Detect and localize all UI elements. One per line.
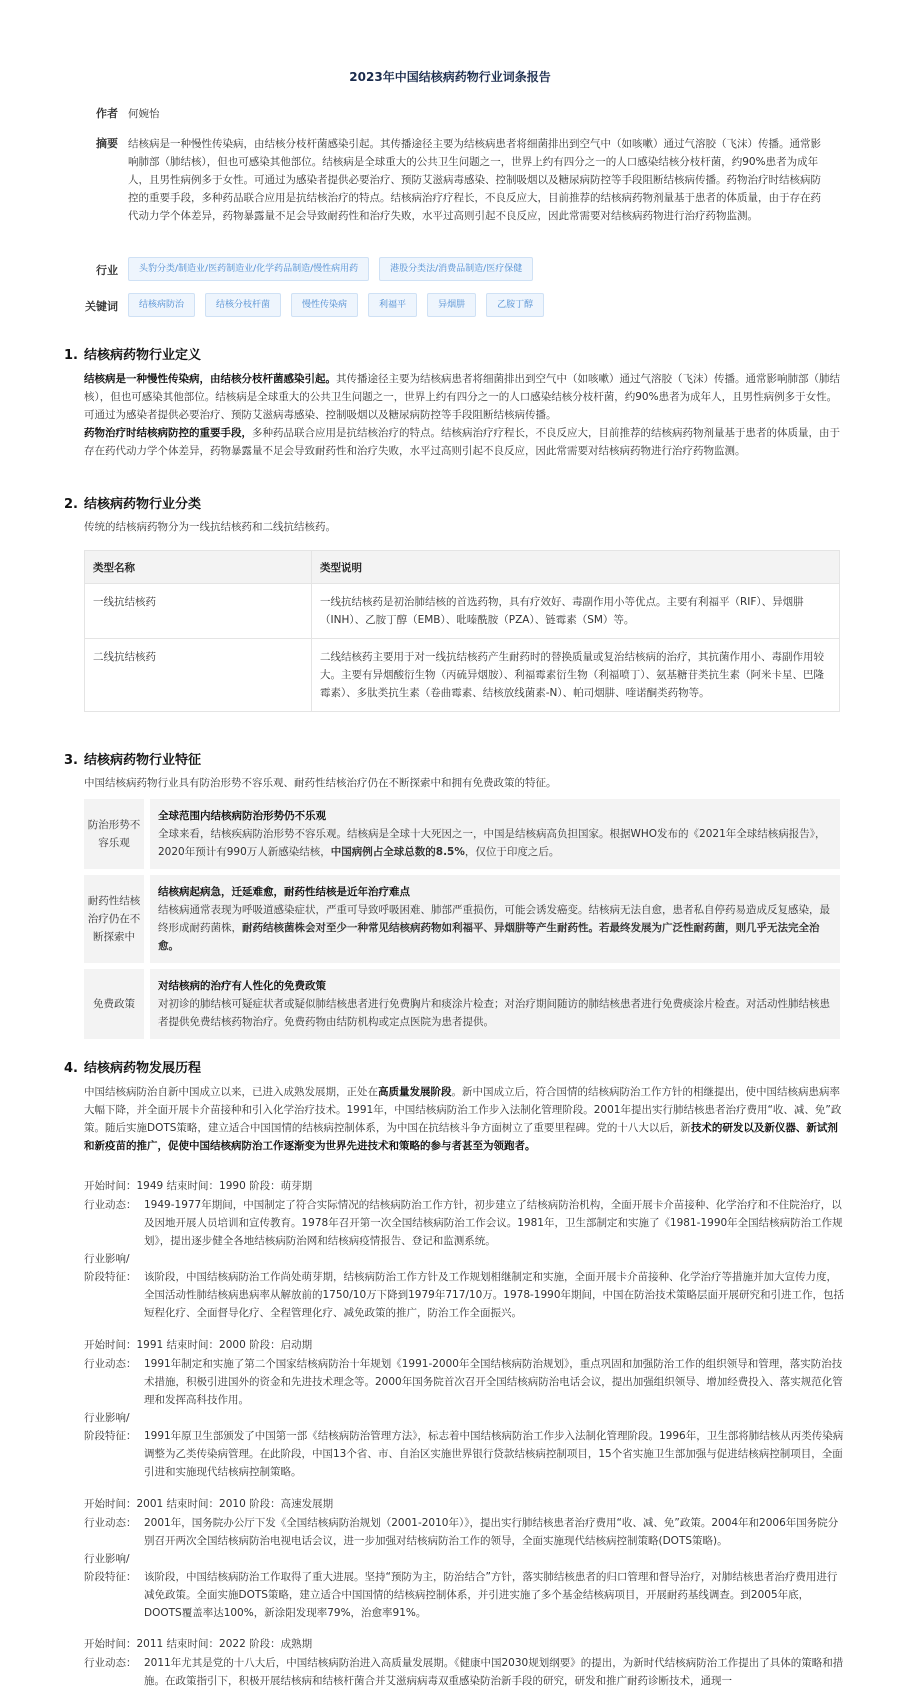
feature-body	[158, 901, 832, 955]
feature-text: 全球来看，结核疾病防治形势不容乐观。结核病是全球十大死因之一，中国是结核病高负担国家。根据WHO发布的《2021年全球结核病报告》，2020年预计有990万人新感染结核，	[158, 828, 826, 858]
dynamics-text: 2001年，国务院办公厅下发《全国结核病防治规划（2001-2010年）》，提出实行肺结核患者治疗费用“收、减、免”政策。2004年和2006年国务院分别召开两次全国结核病防治电视电话会议，进一步加强对结核病防治工作的领导，全面实施现代结核病控制策略(DOTS策略)。	[144, 1517, 839, 1547]
feature-text: 结核病通常表现为呼吸道感染症状，严重可导致呼吸困难、肺部严重损伤，可能会诱发癌变。结核病无法自愈，患者私自停药易造成反复感染，最终形成耐药菌株，	[158, 904, 830, 934]
section-1-paragraph	[84, 424, 844, 460]
keyword-tag[interactable]: 慢性传染病	[291, 293, 358, 317]
stage-impact	[84, 1550, 844, 1622]
classification-table	[84, 550, 840, 712]
impact-label: 行业影响/ 阶段特征：	[84, 1253, 137, 1283]
feature-card	[84, 799, 840, 869]
section-number: 4.	[64, 1061, 78, 1076]
dynamics-label: 行业动态：	[84, 1657, 137, 1669]
section-3-heading	[64, 749, 201, 768]
keyword-label: 关键词	[85, 300, 118, 313]
table-row	[85, 584, 840, 639]
table-header-row	[85, 551, 840, 584]
stage-header: 开始时间：2001 结束时间：2010 阶段：高速发展期	[84, 1498, 334, 1510]
abstract-label: 摘要	[96, 137, 118, 150]
keyword-tag[interactable]: 乙胺丁醇	[486, 293, 544, 317]
section-4-paragraph	[84, 1083, 844, 1155]
keyword-tag[interactable]: 利福平	[368, 293, 417, 317]
dynamics-text: 2011年尤其是党的十八大后，中国结核病防治进入高质量发展期。《健康中国2030规划纲要》的提出，为新时代结核病防治工作提出了具体的策略和措施。在政策指引下，积极开展结核病和结核杆菌合并艾滋病病毒双重感染防治新手段的研究，研发和推广耐药诊断技术，通现一	[144, 1657, 844, 1687]
stage-impact	[84, 1409, 844, 1481]
type-name-cell: 一线抗结核药	[85, 584, 312, 639]
stage-dynamics	[84, 1355, 844, 1409]
impact-text: 1991年原卫生部颁发了中国第一部《结核病防治管理方法》，标志着中国结核病防治工作步入法制化管理阶段。1996年，卫生部将肺结核从丙类传染病调整为乙类传染病管理。在此阶段，中国13个省、市、自治区实施世界银行贷款结核病控制项目，15个省实施卫生部加强与促进结核病控制项目，全面引进和实施现代结核病控制策略。	[144, 1430, 844, 1478]
impact-text: 该阶段，中国结核病防治工作尚处萌芽期，结核病防治工作方针及工作规划相继制定和实施，全面开展卡介苗接种、化学治疗等措施并加大宣传力度，全国活动性肺结核病患病率从解放前的1750/10万下降到1979年717/10万。1978-1990年期间，中国在防治技术策略层面开展研究和引进工作，包括短程化疗、全面督导化疗、全程管理化疗、减免政策的推广，防治工作全面振兴。	[144, 1271, 845, 1319]
impact-text: 该阶段，中国结核病防治工作取得了重大进展。坚持“预防为主，防治结合”方针，落实肺结核患者的归口管理和督导治疗，对肺结核患者治疗费用进行减免政策。全面实施DOTS策略，建立适合中国国情的结核病控制体系，并引进实施了多个基金结核病项目，开展耐药基线调查。到2005年底，DOOTS覆盖率达100%，新涂阳发现率79%，治愈率91%。	[144, 1571, 838, 1619]
table-row	[85, 639, 840, 712]
dynamics-text: 1991年制定和实施了第二个国家结核病防治十年规划《1991-2000年全国结核病防治规划》，重点巩固和加强防治工作的组织领导和管理，落实防治技术措施，积极引进国外的资金和先进技术理念等。2000年国务院首次召开全国结核病防治电话会议，提出加强组织领导、增加经费投入、落实规范化管理和发挥高科技作用。	[144, 1358, 843, 1406]
section-2-heading	[64, 493, 201, 512]
dynamics-text: 1949-1977年期间，中国制定了符合实际情况的结核病防治工作方针，初步建立了结核病防治机构，全面开展卡介苗接种、化学治疗和不住院治疗，以及因地开展人员培训和宣传教育。1978年召开第一次全国结核病防治工作会议。1981年，卫生部制定和实施了《1981-1990年全国结核病防治工作规划》，提出逐步健全各地结核病防治网和结核病疫情报告、登记和监测系统。	[144, 1199, 843, 1247]
section-title: 结核病药物行业分类	[84, 497, 202, 512]
stage-dynamics	[84, 1654, 844, 1690]
dynamics-label: 行业动态：	[84, 1199, 137, 1211]
section-number: 2.	[64, 497, 78, 512]
feature-label: 耐药性结核治疗仍在不断探索中	[84, 875, 144, 963]
feature-content	[150, 799, 840, 869]
feature-title: 全球范围内结核病防治形势仍不乐观	[158, 810, 326, 822]
stage-header: 开始时间：2011 结束时间：2022 阶段：成熟期	[84, 1638, 313, 1650]
author-name: 何婉怡	[128, 108, 160, 120]
section-2-intro: 传统的结核病药物分为一线抗结核药和二线抗结核药。	[84, 521, 336, 533]
stage-impact	[84, 1250, 844, 1322]
industry-label: 行业	[96, 264, 118, 277]
feature-card	[84, 969, 840, 1039]
feature-body	[158, 995, 832, 1031]
body-text: 。新中国成立后，符合国情的结核病防治工作方针的相继提出，使中国结核病患病率大幅下降，并全面开展卡介苗接种和引入化学治疗技术。1991年，中国结核病防治工作步入法制化管理阶段。2001年提出实行肺结核患者治疗费用“收、减、免”政策。随后实施DOTS策略，建立适合中国国情的结核病控制体系，为中国在抗结核斗争方面树立了重要里程碑。党的十八大以后，新	[84, 1086, 842, 1134]
body-text: 其传播途径主要为结核病患者将细菌排出到空气中（如咳嗽）通过气溶胶（飞沫）传播。通常影响肺部（肺结核），但也可感染其他部位。结核病是全球重大的公共卫生问题之一，世界上约有四分之一的人口感染结核分枝杆菌，约90%患者为成年人，且男性病例多于女性。可通过为感染者提供必要治疗、预防艾滋病毒感染、控制吸烟以及糖尿病防控等手段阻断结核病传播。	[84, 373, 840, 421]
feature-content	[150, 969, 840, 1039]
stage-dynamics	[84, 1196, 844, 1250]
section-3-intro: 中国结核病药物行业具有防治形势不容乐观、耐药性结核治疗仍在不断探索中和拥有免费政策的特征。	[84, 777, 557, 789]
keyword-tags	[128, 293, 544, 317]
industry-tag[interactable]: 头豹分类/制造业/医药制造业/化学药品制造/慢性病用药	[128, 257, 369, 281]
section-4-heading	[64, 1057, 201, 1076]
keyword-tag[interactable]: 结核病防治	[128, 293, 195, 317]
stage-header: 开始时间：1949 结束时间：1990 阶段：萌芽期	[84, 1180, 313, 1192]
section-1-heading	[64, 344, 201, 363]
dynamics-label: 行业动态：	[84, 1517, 137, 1529]
industry-tags	[128, 257, 533, 281]
feature-emphasis: 中国病例占全球总数的8.5%	[330, 846, 465, 858]
section-title: 结核病药物行业定义	[84, 348, 202, 363]
body-text: 多种药品联合应用是抗结核治疗的特点。结核病治疗疗程长，不良反应大，目前推荐的结核病药物剂量基于患者的体质量，由于存在药代动力学个体差异，药物暴露量不足会导致耐药性和治疗失败，水平过高则引起不良反应，因此常需要对结核病药物进行治疗药物监测。	[84, 427, 840, 457]
stage-header: 开始时间：1991 结束时间：2000 阶段：启动期	[84, 1339, 313, 1351]
feature-tail: ，仅位于印度之后。	[464, 846, 560, 858]
body-text: 中国结核病防治自新中国成立以来，已进入成熟发展期，正处在	[84, 1086, 378, 1098]
feature-card	[84, 875, 840, 963]
feature-body	[158, 825, 832, 861]
abstract-text: 结核病是一种慢性传染病，由结核分枝杆菌感染引起。其传播途径主要为结核病患者将细菌排出到空气中（如咳嗽）通过气溶胶（飞沫）传播。通常影响肺部（肺结核），但也可感染其他部位。结核病是全球重大的公共卫生问题之一，世界上约有四分之一的人口感染结核分枝杆菌，约90%患者为成年人，且男性病例多于女性。可通过为感染者提供必要治疗、预防艾滋病毒感染、控制吸烟以及糖尿病防控等手段阻断结核病传播。药物治疗时结核病防控的重要手段，多种药品联合应用是抗结核治疗的特点。结核病治疗疗程长，不良反应大，目前推荐的结核病药物剂量基于患者的体质量，由于存在药代动力学个体差异，药物暴露量不足会导致耐药性和治疗失败，水平过高则引起不良反应，因此常需要对结核病药物进行治疗药物监测。	[128, 138, 821, 222]
feature-label: 免费政策	[84, 969, 144, 1039]
type-desc-cell: 二线结核药主要用于对一线抗结核药产生耐药时的替换质量或复治结核病的治疗，其抗菌作用小、毒副作用较大。主要有异烟酸衍生物（丙硫异烟胺）、利福霉素衍生物（利福喷丁）、氨基糖苷类抗生素（阿米卡星、巴隆霉素）、多肽类抗生素（卷曲霉素、结核放线菌素-N）、帕司烟肼、喹诺酮类药物等。	[312, 639, 840, 712]
feature-title: 对结核病的治疗有人性化的免费政策	[158, 980, 326, 992]
column-header: 类型说明	[312, 551, 840, 584]
stage-dynamics	[84, 1514, 844, 1550]
column-header: 类型名称	[85, 551, 312, 584]
feature-title: 结核病起病急，迁延难愈，耐药性结核是近年治疗难点	[158, 886, 410, 898]
feature-label: 防治形势不容乐观	[84, 799, 144, 869]
impact-label: 行业影响/ 阶段特征：	[84, 1553, 137, 1583]
emphasis-text: 高质量发展阶段	[378, 1086, 452, 1098]
keyword-tag[interactable]: 结核分枝杆菌	[205, 293, 281, 317]
section-1-paragraph	[84, 370, 844, 424]
section-number: 1.	[64, 348, 78, 363]
author-label: 作者	[96, 107, 118, 120]
emphasis-text: 药物治疗时结核病防控的重要手段，	[84, 427, 252, 439]
impact-label: 行业影响/ 阶段特征：	[84, 1412, 137, 1442]
section-number: 3.	[64, 753, 78, 768]
keyword-tag[interactable]: 异烟肼	[427, 293, 476, 317]
emphasis-text: 技术的研发以及新仪器、新试剂和新疫苗的推广，促使中国结核病防治工作逐渐变为世界先进技术和策略的参与者甚至为领跑者。	[84, 1122, 838, 1152]
feature-emphasis: 耐药结核菌株会对至少一种常见结核病药物如利福平、异烟肼等产生耐药性。若最终发展为广泛性耐药菌，则几乎无法完全治愈。	[158, 922, 820, 952]
section-title: 结核病药物行业特征	[84, 753, 202, 768]
dynamics-label: 行业动态：	[84, 1358, 137, 1370]
type-name-cell: 二线抗结核药	[85, 639, 312, 712]
type-desc-cell: 一线抗结核药是初治肺结核的首选药物，具有疗效好、毒副作用小等优点。主要有利福平（RIF）、异烟肼（INH）、乙胺丁醇（EMB）、吡嗪酰胺（PZA）、链霉素（SM）等。	[312, 584, 840, 639]
emphasis-text: 结核病是一种慢性传染病，由结核分枝杆菌感染引起。	[84, 373, 336, 385]
industry-tag[interactable]: 港股分类法/消费品制造/医疗保健	[379, 257, 533, 281]
feature-content	[150, 875, 840, 963]
section-title: 结核病药物发展历程	[84, 1061, 202, 1076]
feature-text: 对初诊的肺结核可疑症状者或疑似肺结核患者进行免费胸片和痰涂片检查；对治疗期间随访的肺结核患者进行免费痰涂片检查。对活动性肺结核患者提供免费结核药物治疗。免费药物由结防机构或定点医院为患者提供。	[158, 998, 830, 1028]
report-title: 2023年中国结核病药物行业词条报告	[349, 70, 551, 84]
